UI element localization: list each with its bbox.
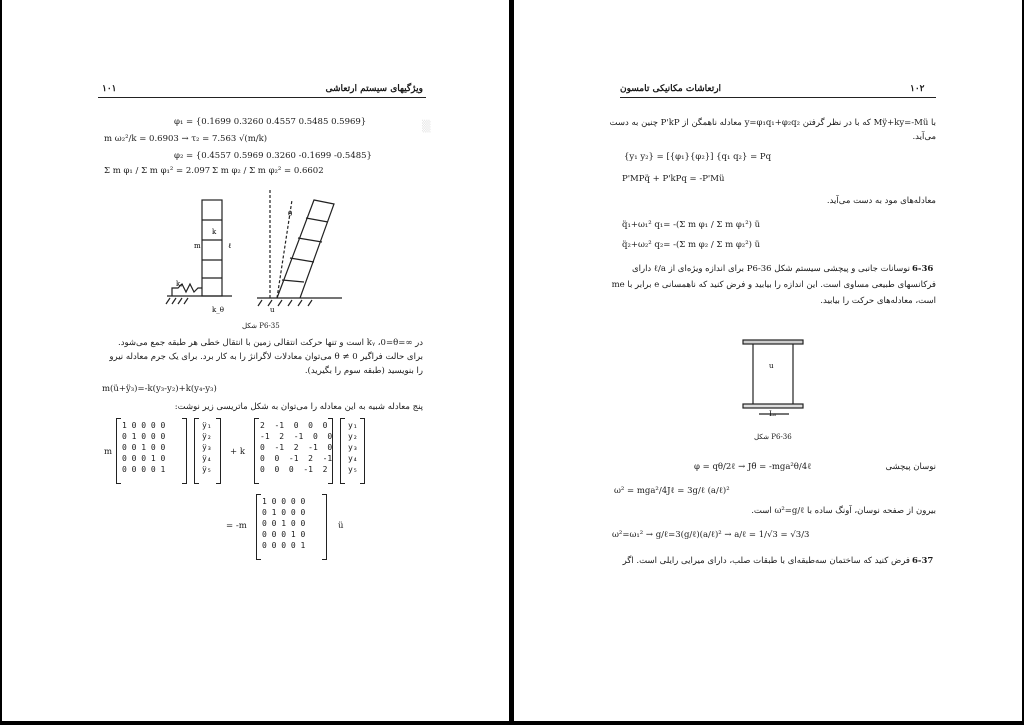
torsion-label: نوسان پیچشی (885, 462, 936, 472)
participation-2: Σ m φ₂ / Σ m φ₂² = 0.6602 (212, 166, 324, 176)
exercise-text: نوسانات جانبی و پیچشی سیستم شکل P6-36 برای اندازه ویژه‌ای از ℓ/a دارای (631, 264, 910, 274)
identity-row: 0 0 1 0 0 (122, 443, 166, 452)
label-m: m (194, 242, 201, 250)
label-l1: L₁ (769, 410, 777, 418)
y-value: y₁ (348, 421, 358, 430)
torsion-eq: φ = qθ/2ℓ → Jθ̈ = -mga²θ/4ℓ (694, 462, 812, 472)
identity-row: 0 1 0 0 0 (122, 432, 166, 441)
frequency-ratio: m ω₂²/k = 0.6903 → τ₂ = 7.563 √(m/k) (104, 134, 268, 144)
building-left (202, 200, 222, 296)
paragraph-line: در ∞=kᵧ ،0=θ است و تنها حرکت انتقالی زمین با انتقال خطی هر طبقه جمع می‌شود. (118, 338, 423, 348)
header-rule (620, 97, 936, 98)
label-u: u (270, 306, 275, 314)
ground-accel: ü (338, 521, 344, 531)
floor-slab (743, 404, 803, 408)
label-u: u (769, 362, 774, 370)
exercise-text: فرکانسهای طبیعی مساوی است. این اندازه را بیابید و فرض کنید که ناهمسانی e برابر با me (611, 280, 936, 290)
figure-caption: شکل P6-36 (754, 433, 792, 441)
running-header: ارتعاشات مکانیکی تامسون (620, 84, 722, 94)
k-row: 0 -1 2 -1 0 (260, 443, 333, 452)
yddot: ÿ₅ (202, 465, 212, 474)
exercise-text: است، معادله‌های حرکت را بیابید. (820, 296, 936, 306)
bracket (254, 418, 259, 484)
figure-caption: شکل P6-35 (242, 322, 280, 330)
running-header: ویژگیهای سیستم ارتعاشی (325, 84, 423, 94)
identity-row: 0 0 0 1 0 (122, 454, 166, 463)
y-value: y₅ (348, 465, 358, 474)
paragraph-line: با Mÿ+ky=-Mü که با در نظر گرفتن y=φ₁q₁+φ₂q₂ معادله ناهمگن از P'kP چنین به دست (609, 118, 936, 128)
participation-1: Σ m φ₁ / Σ m φ₁² = 2.097 (104, 166, 211, 176)
identity-row: 0 0 0 0 1 (262, 541, 306, 550)
exercise-number: 6-37 (912, 556, 934, 566)
minus-m: = -m (226, 521, 247, 531)
k-row: 0 0 -1 2 -1 (260, 454, 333, 463)
paragraph-line: بیرون از صفحه نوسان، آونگ ساده با ω²=g/ℓ است. (751, 506, 936, 516)
label-l: ℓ (228, 242, 232, 250)
paragraph-line: می‌آید. (912, 132, 936, 142)
figure-p6-36 (739, 338, 819, 418)
y-value: y₄ (348, 454, 358, 463)
plus-k: + k (230, 447, 245, 457)
label-k: k (212, 228, 217, 236)
paragraph-line: را بنویسید (طبقه سوم را بگیرید). (304, 366, 423, 376)
mode-shape-phi1: φ₁ = {0.1699 0.3260 0.4557 0.5485 0.5969} (174, 117, 367, 127)
k-row: 0 0 0 -1 2 (260, 465, 328, 474)
brace (340, 418, 345, 484)
modal-eq-2: q̈₂+ω₂² q₂= -(Σ m φ₂ / Σ m φ₂²) ü (622, 240, 761, 250)
building-right (277, 200, 334, 298)
yddot: ÿ₃ (202, 443, 212, 452)
identity-row: 0 1 0 0 0 (262, 508, 306, 517)
paragraph-line: معادله‌های مود به دست می‌آید. (826, 196, 936, 206)
modal-eq-1: q̈₁+ω₁² q₁= -(Σ m φ₁ / Σ m φ₁²) ü (622, 220, 761, 230)
force-equation: m(ü+ÿ₃)=-k(y₃-y₂)+k(y₄-y₃) (102, 384, 217, 394)
brace (194, 418, 199, 484)
right-page (514, 0, 1022, 721)
k-row: -1 2 -1 0 0 (260, 432, 333, 441)
y-value: y₂ (348, 432, 358, 441)
brace (216, 418, 221, 484)
bleed-through: ▒ (422, 120, 431, 133)
exercise-number: 6-36 (912, 264, 934, 274)
bracket (322, 494, 327, 560)
page-number: ۱۰۲ (910, 84, 925, 94)
brace (360, 418, 365, 484)
exercise-text: فرض کنید که ساختمان سه‌طبقه‌ای با طبقات صلب، دارای میرایی رایلی است. اگر (622, 556, 910, 566)
identity-row: 0 0 0 0 1 (122, 465, 166, 474)
yddot: ÿ₂ (202, 432, 212, 441)
header-rule (98, 97, 426, 98)
figure-p6-35 (142, 190, 362, 320)
label-ky: kᵧ (176, 280, 183, 288)
mode-shape-phi2: φ₂ = {0.4557 0.5969 0.3260 -0.1699 -0.5485} (174, 151, 372, 161)
identity-row: 0 0 0 1 0 (262, 530, 306, 539)
final-eq: ω²=ω₁² → g/ℓ=3(g/ℓ)(a/ℓ)² → a/ℓ = 1/√3 = √3/3 (612, 530, 810, 540)
mass-m: m (104, 447, 113, 457)
yddot: ÿ₄ (202, 454, 212, 463)
label-ktheta: k_θ (212, 306, 224, 314)
k-row: 2 -1 0 0 0 (260, 421, 328, 430)
bracket (182, 418, 187, 484)
beam-top (743, 340, 803, 344)
bracket (256, 494, 261, 560)
omega-eq: ω² = mga²/4Jℓ = 3g/ℓ (a/ℓ)² (614, 486, 730, 496)
identity-row: 1 0 0 0 0 (122, 421, 166, 430)
y-value: y₃ (348, 443, 358, 452)
matrix-intro: پنج معادله شبیه به این معادله را می‌توان به شکل ماتریسی زیر نوشت: (174, 402, 423, 412)
label-theta: θ (288, 210, 293, 218)
yddot: ÿ₁ (202, 421, 212, 430)
identity-row: 0 0 1 0 0 (262, 519, 306, 528)
paragraph-line: برای حالت فراگیر 0 ≠ θ می‌توان معادلات لاگرانژ را به کار برد. برای یک جرم معادله نیرو (109, 352, 423, 362)
page-number: ۱۰۱ (102, 84, 117, 94)
identity-row: 1 0 0 0 0 (262, 497, 306, 506)
left-page (2, 0, 509, 721)
equation: {y₁ y₂} = [{φ₁}{φ₂}] {q₁ q₂} = Pq (624, 152, 772, 162)
bracket (116, 418, 121, 484)
equation: P'MPq̈ + P'kPq = -P'Mü (622, 174, 725, 184)
